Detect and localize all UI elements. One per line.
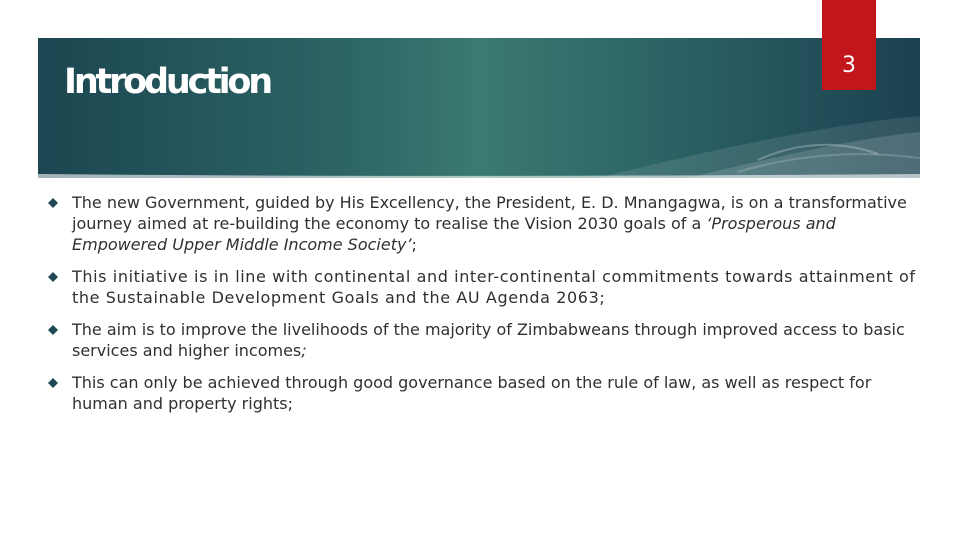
page-number: 3 [842, 53, 856, 78]
list-item [48, 372, 928, 414]
list-item [48, 192, 928, 255]
diamond-bullet-icon [48, 272, 58, 282]
bullet-text: The aim is to improve the livelihoods of the majority of Zimbabweans through improved access to basic services and higher incomes [72, 320, 905, 360]
bullet-tail: ; [411, 235, 417, 254]
list-item [48, 319, 928, 361]
diamond-bullet-icon [48, 378, 58, 388]
diamond-bullet-icon [48, 198, 58, 208]
bullet-list [48, 192, 928, 425]
bullet-text: This initiative is in line with continental and inter-continental commitments towards attainment of the Sustainable Development Goals and the AU Agenda 2063; [72, 267, 916, 307]
bullet-emphasis: ; [301, 341, 307, 360]
list-item [48, 266, 928, 308]
slide-title: Introduction [64, 62, 270, 102]
bullet-text: The new Government, guided by His Excellency, the President, E. D. Mnangagwa, is on a transformative journey aimed at re-building the economy to realise the Vision 2030 goals of a [72, 193, 907, 233]
bullet-emphasis: ‘Prosperous and Empowered Upper Middle Income Society’ [72, 214, 836, 254]
diamond-bullet-icon [48, 325, 58, 335]
bullet-text: This can only be achieved through good governance based on the rule of law, as well as respect for human and property rights; [72, 373, 872, 413]
title-banner [38, 38, 920, 178]
banner-wave-decoration [38, 38, 920, 178]
page-number-tab [822, 0, 876, 90]
